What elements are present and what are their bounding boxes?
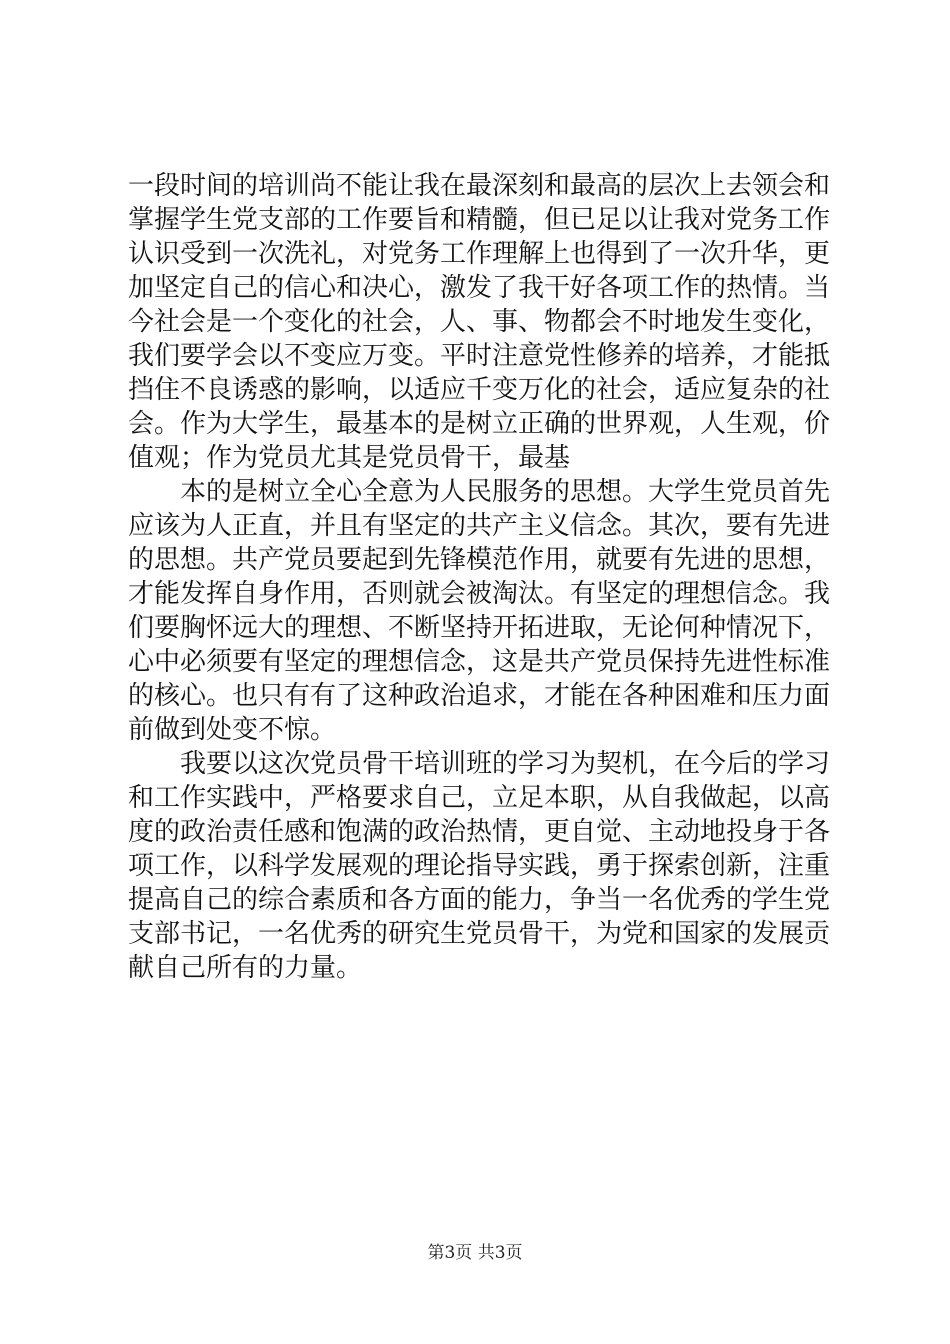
page-number-footer: 第3页 共3页 xyxy=(427,1243,523,1263)
text-line: 的核心。也只有有了这种政治追求，才能在各种困难和压力面 xyxy=(128,681,831,711)
text-line: 我要以这次党员骨干培训班的学习为契机，在今后的学习 xyxy=(180,749,831,779)
text-line: 和工作实践中，严格要求自己，立足本职，从自我做起，以高 xyxy=(128,783,831,813)
text-line: 认识受到一次洗礼，对党务工作理解上也得到了一次升华，更 xyxy=(128,239,831,269)
text-line: 我们要学会以不变应万变。平时注意党性修养的培养，才能抵 xyxy=(128,341,831,371)
text-line: 今社会是一个变化的社会，人、事、物都会不时地发生变化， xyxy=(128,307,831,337)
text-line: 支部书记，一名优秀的研究生党员骨干，为党和国家的发展贡 xyxy=(128,919,831,949)
text-line: 前做到处变不惊。 xyxy=(128,715,337,745)
text-line: 们要胸怀远大的理想、不断坚持开拓进取，无论何种情况下， xyxy=(128,613,831,643)
text-line: 会。作为大学生，最基本的是树立正确的世界观，人生观，价 xyxy=(128,409,831,439)
text-line: 献自己所有的力量。 xyxy=(128,953,363,983)
text-line: 项工作，以科学发展观的理论指导实践，勇于探索创新，注重 xyxy=(128,851,831,881)
text-line: 应该为人正直，并且有坚定的共产主义信念。其次，要有先进 xyxy=(128,511,831,541)
text-line: 挡住不良诱惑的影响，以适应千变万化的社会，适应复杂的社 xyxy=(128,375,831,405)
text-line: 本的是树立全心全意为人民服务的思想。大学生党员首先 xyxy=(180,477,831,507)
text-line: 值观；作为党员尤其是党员骨干，最基 xyxy=(128,443,571,473)
text-line: 一段时间的培训尚不能让我在最深刻和最高的层次上去领会和 xyxy=(128,171,831,201)
text-line: 才能发挥自身作用，否则就会被淘汰。有坚定的理想信念。我 xyxy=(128,579,831,609)
text-line: 的思想。共产党员要起到先锋模范作用，就要有先进的思想， xyxy=(128,545,831,575)
text-line: 掌握学生党支部的工作要旨和精髓，但已足以让我对党务工作 xyxy=(128,205,831,235)
text-line: 度的政治责任感和饱满的政治热情，更自觉、主动地投身于各 xyxy=(128,817,831,847)
text-line: 加坚定自己的信心和决心，激发了我干好各项工作的热情。当 xyxy=(128,273,831,303)
text-line: 提高自己的综合素质和各方面的能力，争当一名优秀的学生党 xyxy=(128,885,831,915)
text-line: 心中必须要有坚定的理想信念，这是共产党员保持先进性标准 xyxy=(128,647,831,677)
